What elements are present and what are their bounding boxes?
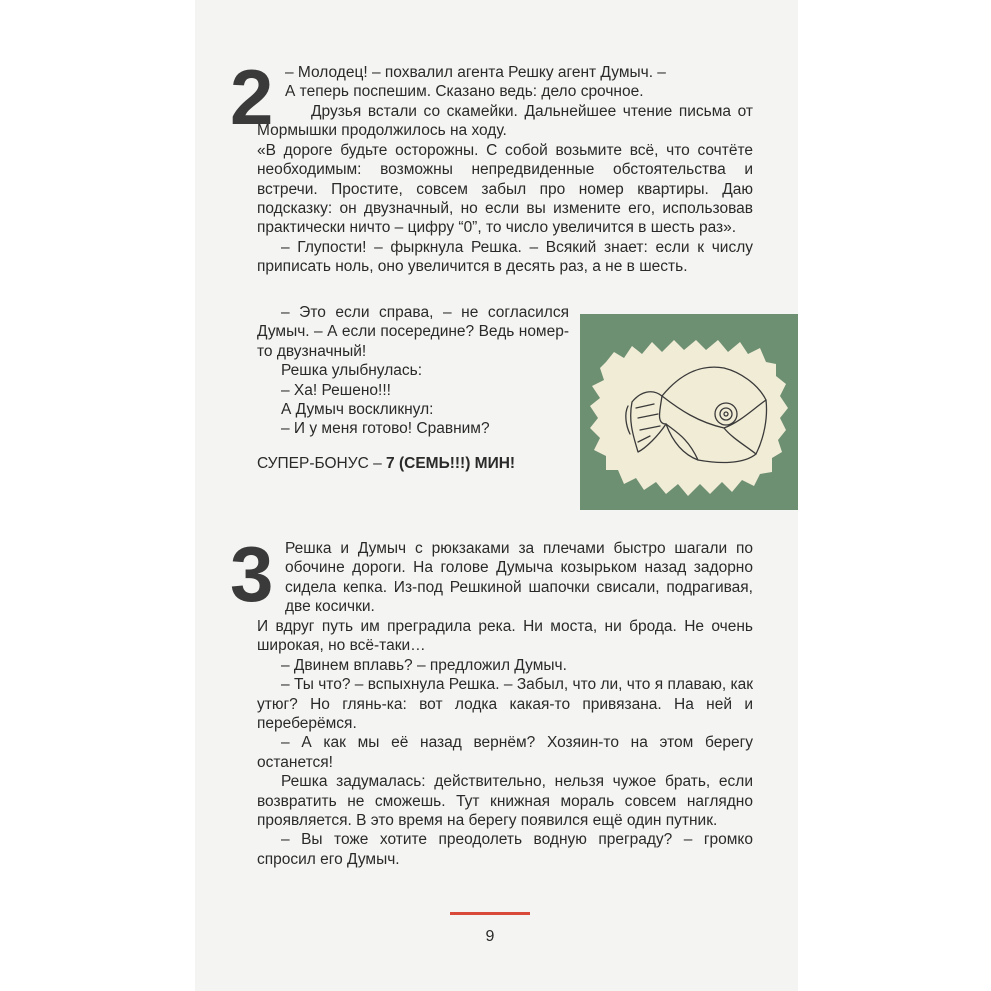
section-3-body — [257, 617, 753, 869]
section-3-first-block — [285, 539, 753, 617]
section-3-paragraph: – Вы тоже хотите преодолеть водную преграду? – громко спросил его Думыч. — [257, 831, 753, 868]
footer-rule — [450, 912, 530, 915]
section-2-body — [257, 102, 753, 277]
section-3-paragraph: И вдруг путь им преградила река. Ни моста, ни брода. Не очень широкая, но всё-таки… — [257, 618, 753, 655]
section-2-paragraph: А Думыч воскликнул: — [281, 401, 434, 419]
section-2-body-narrow — [257, 303, 569, 439]
section-2-paragraph: – Глупости! – фыркнула Решка. – Всякий знает: если к числу приписать ноль, оно увеличится в десять раз, а не в шесть. — [257, 238, 753, 276]
section-2-first-lines — [285, 63, 753, 102]
section-2-paragraph: – Это если справа, – не согласился Думыч. – А если посередине? Ведь номер-то двузначный! — [257, 304, 569, 360]
envelope-illustration — [580, 314, 798, 510]
section-2-line-1: – Молодец! – похвалил агента Решку агент Думыч. – — [285, 64, 666, 81]
section-2-paragraph: «В дороге будьте осторожны. С собой возьмите всё, что сочтёте необходимым: возможны непредвиденные обстоятельства и встречи. Простите, совсем забыл про номер квартиры. Даю подсказку: он двузначный, но если вы измените его, использовав практически ничто – цифру “0”, то число увеличится в шесть раз». — [257, 141, 753, 237]
section-2-paragraph: Решка улыбнулась: — [281, 362, 422, 380]
section-3-paragraph: Решка задумалась: действительно, нельзя чужое брать, если возвратить не сможешь. Тут книжная мораль совсем наглядно проявляется. В это время на берегу появился ещё один путник. — [257, 773, 753, 830]
section-3-number: 3 — [230, 530, 274, 618]
section-2-paragraph: – Ха! Решено!!! — [281, 381, 391, 399]
page-number: 9 — [485, 928, 495, 945]
super-bonus-label: СУПЕР-БОНУС – — [257, 455, 387, 472]
section-3-paragraph: – А как мы её назад вернём? Хозяин-то на этом берегу останется! — [257, 734, 753, 771]
super-bonus-value: 7 (СЕМЬ!!!) МИН! — [386, 455, 516, 472]
section-2-paragraph: – И у меня готово! Сравним? — [281, 420, 490, 438]
section-2-paragraph: Друзья встали со скамейки. Дальнейшее чтение письма от Мормышки продолжилось на ходу. — [257, 103, 753, 140]
super-bonus — [257, 455, 515, 473]
section-3-paragraph: – Ты что? – вспыхнула Решка. – Забыл, что ли, что я плаваю, как утюг? Но глянь-ка: вот лодка какая-то привязана. На ней и переберёмся. — [257, 676, 753, 733]
section-2-number: 2 — [230, 53, 274, 141]
section-2-line-2: А теперь поспешим. Сказано ведь: дело срочное. — [285, 83, 644, 101]
envelope-icon — [580, 314, 798, 510]
section-3-paragraph: Решка и Думыч с рюкзаками за плечами быстро шагали по обочине дороги. На голове Думыча козырьком назад задорно сидела кепка. Из-под Решкиной шапочки свисали, подрагивая, две косички. — [285, 540, 753, 616]
section-3-paragraph: – Двинем вплавь? – предложил Думыч. — [281, 656, 567, 674]
